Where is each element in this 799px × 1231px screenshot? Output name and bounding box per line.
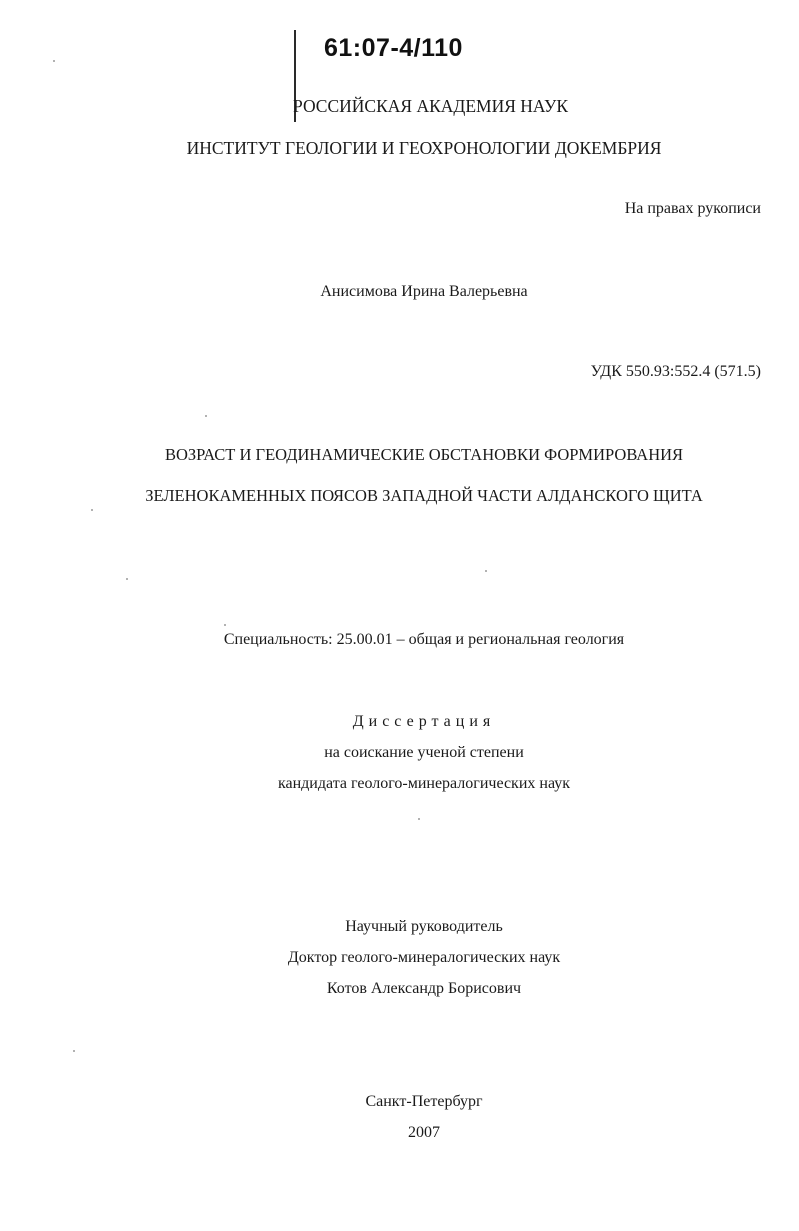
institute-name: ИНСТИТУТ ГЕОЛОГИИ И ГЕОХРОНОЛОГИИ ДОКЕМБРИЯ <box>186 138 662 158</box>
scan-speck <box>91 509 93 511</box>
udk-code: УДК 550.93:552.4 (571.5) <box>590 363 761 380</box>
specialty: Специальность: 25.00.01 – общая и региональная геология <box>223 631 625 648</box>
scan-speck <box>205 415 207 417</box>
supervisor-degree: Доктор геолого-минералогических наук <box>287 949 561 966</box>
scan-speck <box>224 624 226 626</box>
catalog-number: 61:07-4/110 <box>324 34 463 62</box>
scan-speck <box>485 570 487 572</box>
rights-notice: На правах рукописи <box>624 200 761 217</box>
supervisor-name: Котов Александр Борисович <box>326 980 522 997</box>
scan-speck <box>126 578 128 580</box>
degree-line-2: кандидата геолого-минералогических наук <box>277 775 571 792</box>
city: Санкт-Петербург <box>365 1093 483 1110</box>
academy-name: РОССИЙСКАЯ АКАДЕМИЯ НАУК <box>293 96 569 116</box>
work-type: Диссертация <box>352 713 496 730</box>
scan-speck <box>418 818 420 820</box>
supervisor-title: Научный руководитель <box>345 918 503 935</box>
thesis-title-line-2: ЗЕЛЕНОКАМЕННЫХ ПОЯСОВ ЗАПАДНОЙ ЧАСТИ АЛДАНСКОГО ЩИТА <box>145 486 703 505</box>
year: 2007 <box>408 1124 440 1141</box>
scan-speck <box>73 1050 75 1052</box>
scan-speck <box>53 60 55 62</box>
degree-line-1: на соискание ученой степени <box>324 744 524 761</box>
author-name: Анисимова Ирина Валерьевна <box>320 283 528 300</box>
thesis-title-line-1: ВОЗРАСТ И ГЕОДИНАМИЧЕСКИЕ ОБСТАНОВКИ ФОРМИРОВАНИЯ <box>164 445 684 464</box>
